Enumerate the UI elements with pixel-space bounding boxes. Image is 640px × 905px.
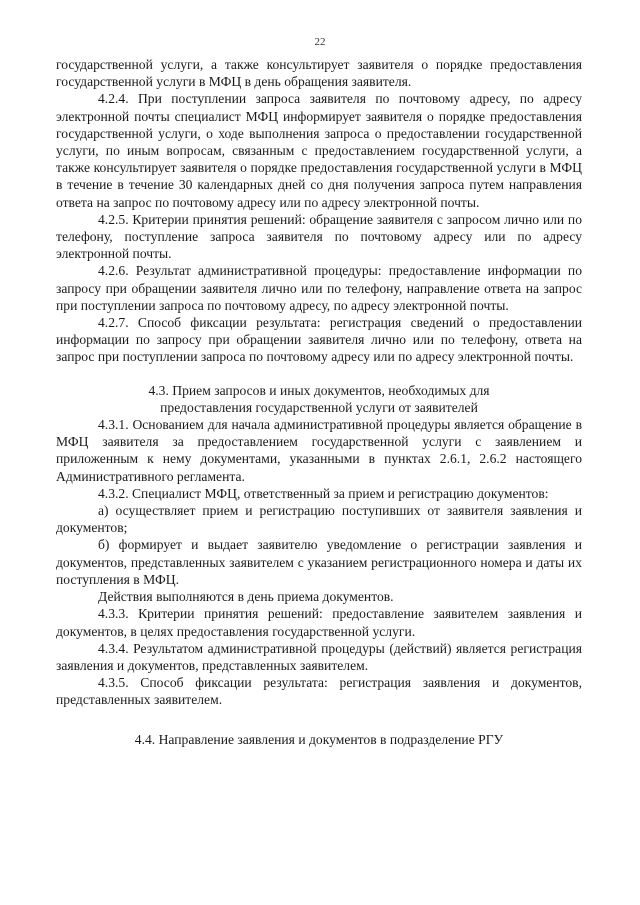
list-item-a: а) осуществляет прием и регистрацию поступивших от заявителя заявления и документов; [56,503,582,536]
paragraph-4-3-4: 4.3.4. Результатом административной процедуры (действий) является регистрация заявления и документов, представленных заявителем. [56,640,582,673]
paragraph-actions: Действия выполняются в день приема документов. [98,589,394,605]
paragraph-4-3-3: 4.3.3. Критерии принятия решений: предоставление заявителем заявления и документов, в целях предоставления государственной услуги. [56,606,582,639]
list-item-b: б) формирует и выдает заявителю уведомление о регистрации заявления и документов, представленных заявителем с указанием регистрационного номера и даты их поступления в МФЦ. [56,537,582,587]
section-heading-4-3-line2: предоставления государственной услуги от заявителей [160,399,478,415]
paragraph-4-3-1: 4.3.1. Основанием для начала административной процедуры является обращение в МФЦ заявителя за предоставлением государственной услуги с заявлением и приложенным к нему документами, указанными в пунктах 2.6.1, 2.6.2 настоящего Административного регламента. [56,417,582,484]
paragraph-4-2-7: 4.2.7. Способ фиксации результата: регистрация сведений о предоставлении информации по запросу при обращении заявителя лично или по телефону, ответа на запрос при поступлении запроса по почтовому адресу или по адресу электронной почты. [56,315,582,365]
page-number: 22 [314,36,326,48]
paragraph: государственной услуги, а также консультирует заявителя о порядке предоставления государственной услуги в МФЦ в день обращения заявителя. [56,57,582,90]
section-heading-4-3-line1: 4.3. Прием запросов и иных документов, необходимых для [148,382,490,398]
paragraph-4-3-2: 4.3.2. Специалист МФЦ, ответственный за прием и регистрацию документов: [98,485,549,501]
paragraph-4-2-4: 4.2.4. При поступлении запроса заявителя по почтовому адресу, по адресу электронной почты специалист МФЦ информирует заявителя о порядке предоставления государственной услуги, о ходе выполнения запроса о предоставлении государственной услуги, по иным вопросам, связанным с предоставлением государственной услуги, а также консультирует заявителя о порядке предоставления государственной услуги в МФЦ в течение в течение 30 календарных дней со дня получения запроса путем направления ответа на запрос по почтовому адресу или по адресу электронной почты. [56,91,582,210]
paragraph-4-2-6: 4.2.6. Результат административной процедуры: предоставление информации по запросу при обращении заявителя лично или по телефону, направление ответа на запрос при поступлении запроса по почтовому адресу, по адресу электронной почты. [56,263,582,313]
paragraph-4-3-5: 4.3.5. Способ фиксации результата: регистрация заявления и документов, представленных заявителем. [56,675,582,708]
document-body [56,56,582,748]
paragraph-4-2-5: 4.2.5. Критерии принятия решений: обращение заявителя с запросом лично или по телефону, поступление запроса заявителя по почтовому адресу или по адресу электронной почты. [56,211,582,262]
section-heading-4-4: 4.4. Направление заявления и документов в подразделение РГУ [134,731,504,747]
